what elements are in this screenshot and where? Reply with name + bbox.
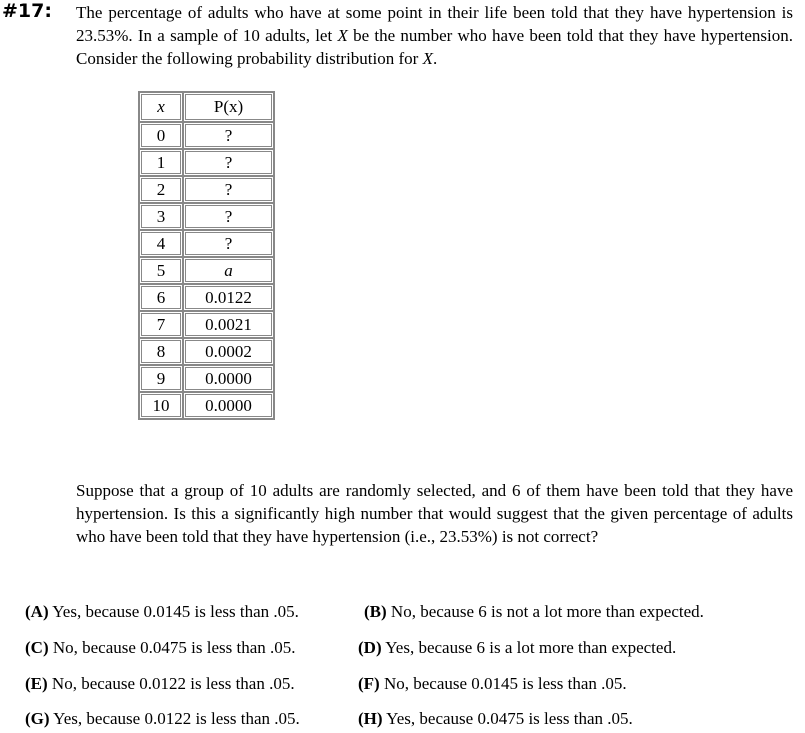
problem-intro: [76, 1, 793, 70]
table-row: [139, 365, 274, 392]
table-row: [139, 257, 274, 284]
header-probability: P(x): [183, 92, 274, 122]
cell-x: 4: [139, 230, 183, 257]
table-row: [139, 338, 274, 365]
cell-x: 2: [139, 176, 183, 203]
header-x: x: [139, 92, 183, 122]
table-row: [139, 176, 274, 203]
cell-x: 10: [139, 392, 183, 419]
table-row: [139, 203, 274, 230]
table-row: [139, 230, 274, 257]
cell-x: 1: [139, 149, 183, 176]
table-row: [139, 122, 274, 149]
choice-text: Yes, because 6 is a lot more than expected.: [381, 638, 677, 657]
cell-probability: 0.0122: [183, 284, 274, 311]
choice-text: Yes, because 0.0475 is less than .05.: [382, 709, 633, 728]
choice-text: Yes, because 0.0145 is less than .05.: [48, 602, 299, 621]
choice-text: No, because 0.0475 is less than .05.: [48, 638, 296, 657]
probability-distribution-table: [138, 91, 275, 420]
choice-text: No, because 0.0145 is less than .05.: [379, 674, 627, 693]
cell-x: 8: [139, 338, 183, 365]
cell-x: 9: [139, 365, 183, 392]
cell-probability: ?: [183, 203, 274, 230]
choice-f[interactable]: [358, 672, 627, 696]
cell-probability: 0.0002: [183, 338, 274, 365]
choice-b[interactable]: [364, 600, 704, 624]
choice-letter: (E): [25, 674, 48, 693]
choice-a[interactable]: [25, 600, 299, 624]
choice-letter: (F): [358, 674, 380, 693]
cell-probability: 0.0021: [183, 311, 274, 338]
cell-probability: ?: [183, 122, 274, 149]
table-header-row: [139, 92, 274, 122]
choice-letter: (C): [25, 638, 49, 657]
cell-x: 7: [139, 311, 183, 338]
choice-letter: (H): [358, 709, 383, 728]
intro-text-2: be the number who have been told that they have hypertension. Consider the following probability distribution for: [76, 26, 793, 68]
intro-variable-x-2: X: [422, 49, 433, 68]
cell-probability: a: [183, 257, 274, 284]
choice-text: No, because 0.0122 is less than .05.: [47, 674, 295, 693]
question-text: Suppose that a group of 10 adults are randomly selected, and 6 of them have been told that they have hypertension. Is this a significantly high number that would suggest that the given percentage of adults who have been told that they have hypertension (i.e., 23.53%) is not correct?: [76, 481, 793, 546]
cell-x: 6: [139, 284, 183, 311]
cell-probability: ?: [183, 230, 274, 257]
table-row: [139, 392, 274, 419]
table-row: [139, 311, 274, 338]
intro-text-3: .: [432, 49, 438, 68]
table-row: [139, 284, 274, 311]
cell-probability: ?: [183, 176, 274, 203]
cell-x: 0: [139, 122, 183, 149]
choice-text: No, because 6 is not a lot more than expected.: [386, 602, 704, 621]
cell-probability: 0.0000: [183, 365, 274, 392]
intro-text-1: The percentage of adults who have at some point in their life been told that they have hypertension is 23.53%. In a sample of 10 adults, let: [76, 3, 793, 45]
cell-probability: 0.0000: [183, 392, 274, 419]
choice-c[interactable]: [25, 636, 296, 660]
choice-d[interactable]: [358, 636, 676, 660]
problem-number: #17:: [2, 0, 52, 22]
choice-letter: (D): [358, 638, 382, 657]
cell-probability: ?: [183, 149, 274, 176]
choice-letter: (G): [25, 709, 50, 728]
choice-e[interactable]: [25, 672, 295, 696]
choice-letter: (A): [25, 602, 49, 621]
choice-h[interactable]: [358, 707, 633, 731]
cell-x: 5: [139, 257, 183, 284]
choice-text: Yes, because 0.0122 is less than .05.: [49, 709, 300, 728]
choice-g[interactable]: [25, 707, 300, 731]
table-row: [139, 149, 274, 176]
choice-letter: (B): [364, 602, 387, 621]
intro-variable-x-1: X: [337, 26, 348, 45]
cell-x: 3: [139, 203, 183, 230]
